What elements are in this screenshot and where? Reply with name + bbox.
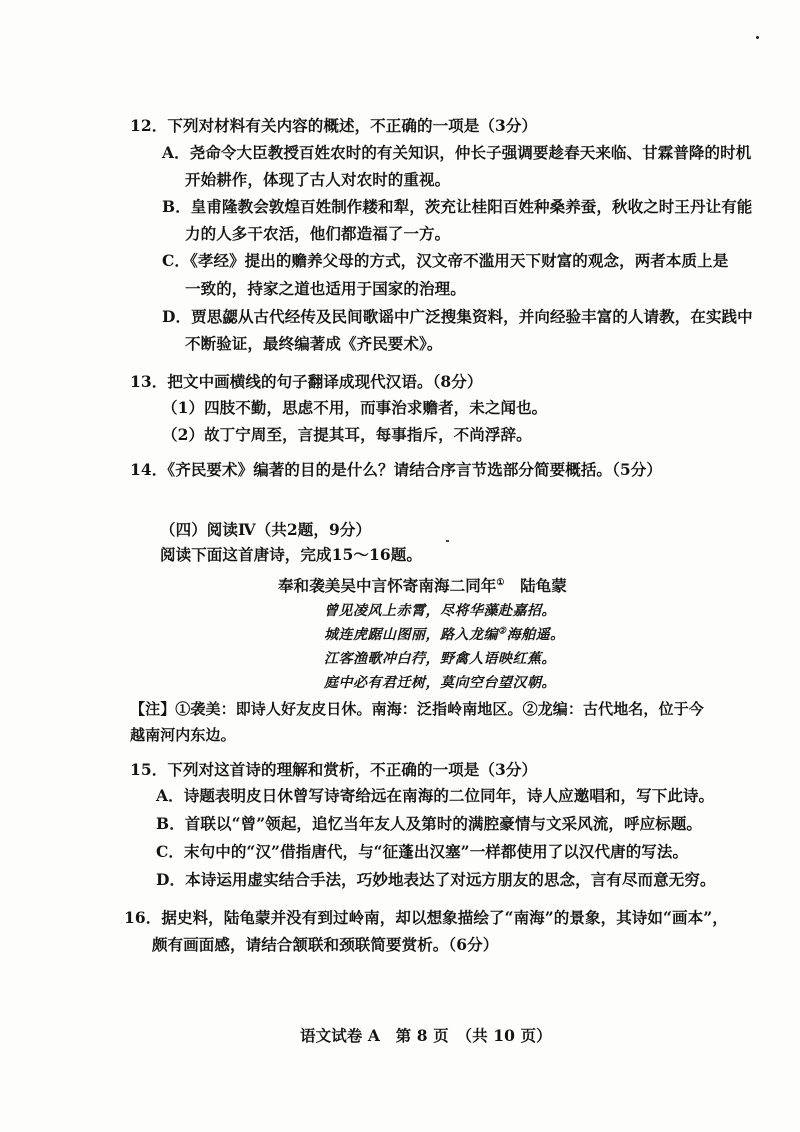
poem-line-2-footnote-mark: ②: [498, 626, 507, 637]
q12-option-b-line1: B．皇甫隆教会敦煌百姓制作耧和犁，茨充让桂阳百姓种桑养蚕，秋收之时王丹让有能: [162, 197, 753, 216]
poem-title-text: 奉和袭美吴中言怀寄南海二同年: [278, 576, 497, 595]
scan-speck: [446, 540, 449, 542]
page-footer: 语文试卷 A 第 8 页 （共 10 页）: [300, 1026, 552, 1045]
q12-option-b-line2: 力的人多干农活，他们都造福了一方。: [185, 224, 451, 243]
q15-option-d: D．本诗运用虚实结合手法，巧妙地表达了对远方朋友的思念，言有尽而意无穷。: [156, 870, 716, 889]
poem-line-4: 庭中必有君迁树，莫向空台望汉朝。: [324, 675, 556, 691]
q13-sentence-1: （1）四肢不勤，思虑不用，而事治求赡者，未之闻也。: [162, 398, 548, 417]
q15-option-a: A．诗题表明皮日休曾写诗寄给远在南海的二位同年，诗人应邀唱和，写下此诗。: [156, 786, 715, 805]
poem-line-2-part-a: 城连虎踞山图丽，路入龙编: [324, 627, 498, 643]
q14-stem: 14．《齐民要术》编著的目的是什么？请结合序言节选部分简要概括。（5分）: [130, 460, 662, 479]
q12-stem: 12．下列对材料有关内容的概述，不正确的一项是（3分）: [130, 116, 538, 135]
q15-option-c: C．末句中的“汉”借指唐代，与“征蓬出汉塞”一样都使用了以汉代唐的写法。: [156, 842, 689, 861]
poem-title-footnote-mark: ①: [496, 577, 505, 588]
section-heading: （四）阅读Ⅳ（共2题，9分）: [160, 520, 372, 539]
q15-stem: 15．下列对这首诗的理解和赏析，不正确的一项是（3分）: [130, 760, 538, 779]
q16-stem-line2: 颇有画面感，请结合颔联和颈联简要赏析。（6分）: [152, 935, 499, 954]
poem-line-1: 曾见凌风上赤霄，尽将华藻赴嘉招。: [324, 603, 556, 619]
poem-line-3: 江客渔歌冲白荇，野禽人语映红蕉。: [324, 651, 556, 667]
poem-line-2: [324, 624, 565, 644]
q12-option-a-line1: A．尧命令大臣教授百姓农时的有关知识，仲长子强调要趁春天来临、甘霖普降的时机: [162, 143, 752, 162]
q16-stem-line1: 16．据史料，陆龟蒙并没有到过岭南，却以想象描绘了“南海”的景象，其诗如“画本”，: [124, 908, 728, 927]
q12-option-c-line2: 一致的，持家之道也适用于国家的治理。: [185, 279, 466, 298]
poem-note-line2: 越南河内东边。: [130, 726, 236, 744]
q13-sentence-2: （2）故丁宁周至，言提其耳，每事指斥，不尚浮辞。: [162, 425, 532, 444]
poem-author: 陆龟蒙: [520, 576, 567, 595]
q12-option-d-line2: 不断验证，最终编著成《齐民要术》。: [185, 334, 443, 353]
poem-title: [278, 574, 567, 596]
poem-note-line1: 【注】①袭美：即诗人好友皮日休。南海：泛指岭南地区。②龙编：古代地名，位于今: [130, 700, 704, 718]
q12-option-d-line1: D．贾思勰从古代经传及民间歌谣中广泛搜集资料，并向经验丰富的人请教，在实践中: [162, 307, 753, 326]
q12-option-c-line1: C．《孝经》提出的赡养父母的方式，汉文帝不滥用天下财富的观念，两者本质上是: [162, 251, 729, 270]
q13-stem: 13．把文中画横线的句子翻译成现代汉语。（8分）: [130, 372, 483, 391]
q15-option-b: B．首联以“曾”领起，追忆当年友人及第时的满腔豪情与文采风流，呼应标题。: [156, 814, 703, 833]
scan-speck: [756, 36, 759, 39]
poem-line-2-part-b: 海舶遥。: [506, 627, 565, 643]
q12-option-a-line2: 开始耕作，体现了古人对农时的重视。: [185, 170, 451, 189]
section-intro: 阅读下面这首唐诗，完成15～16题。: [160, 545, 422, 564]
